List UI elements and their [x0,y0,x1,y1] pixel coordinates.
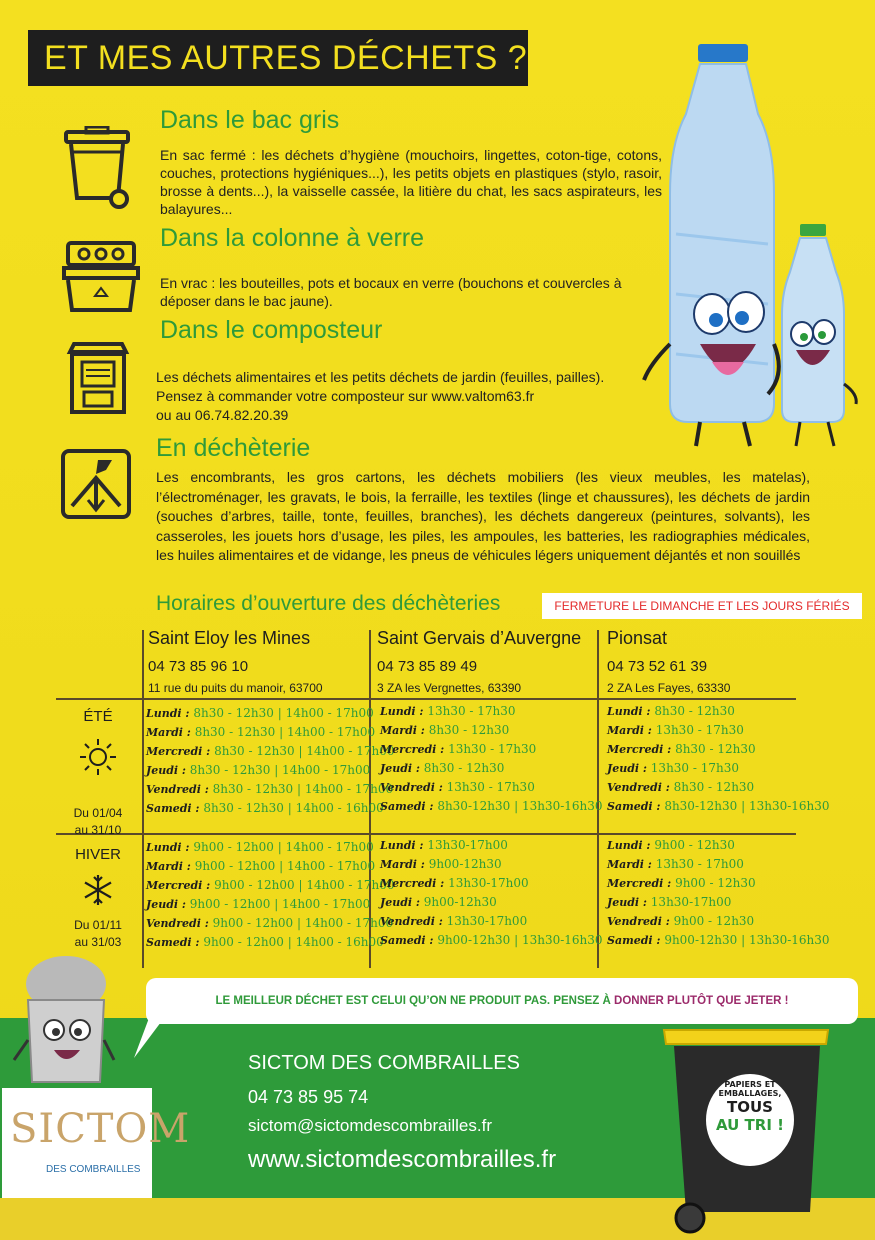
contact-email[interactable]: sictom@sictomdescombrailles.fr [248,1116,492,1135]
schedule-row [607,874,830,893]
schedule-day: Vendredi : [146,783,209,796]
schedule-day: Mardi : [380,858,425,871]
schedule-row [607,797,830,816]
schedule-row [607,702,830,721]
schedule-row [380,855,603,874]
schedule-row [607,778,830,797]
schedule-day: Mercredi : [607,743,672,756]
schedule-hours: 8h30 - 12h30 [673,780,755,794]
sictom-logo [2,1088,191,1206]
glass-container-icon [62,240,140,314]
schedule-day: Mardi : [380,724,425,737]
season-dates: Du 01/04 [73,806,123,820]
composter-icon [66,340,130,416]
schedule-row [380,702,603,721]
schedule-row [380,874,603,893]
table-divider [56,698,796,700]
snowflake-icon [81,873,115,907]
schedule-hours: 8h30 - 12h30 [654,704,735,718]
schedule-row [380,778,603,797]
schedule-row [146,780,395,799]
schedule-day: Jeudi : [380,762,420,775]
schedule-hours: 13h30-17h00 [448,876,529,890]
section-text-verre: En vrac : les bouteilles, pots et bocaux en verre (bouchons et couvercles à déposer dans le bac jaune). [160,275,622,309]
section-title-decheterie: En déchèterie [156,434,311,462]
location-name: Saint Eloy les Mines [148,628,311,648]
schedule-day: Samedi : [607,934,661,947]
section-text-decheterie: Les encombrants, les gros cartons, les déchets mobiliers (les vieux meubles, les matelas), l’électroménager, les gravats, le bois, la ferraille, les textiles (linge et chaussures), les déchets de jardin (souches d’arbres, taille, tonte, feuilles, branches), les déchets dangereux (peintures, solvants), les casseroles, les jouets hors d’usage, les piles, les ampoules, les batteries, les radiographies médicales, les huiles alimentaires et de vidange, les pneus de véhicules légers uniquement déjantés et non souillés [156,469,810,564]
schedule-day: Lundi : [146,707,190,720]
schedule-hours: 9h00 - 12h30 [673,914,755,928]
sun-icon [78,737,118,777]
bin-label-line4: AU TRI ! [716,1116,784,1134]
schedule-hours: 8h30-12h30 | 13h30-16h30 [437,799,603,813]
schedule-row [146,895,395,914]
schedule-day: Vendredi : [607,781,670,794]
schedule-day: Samedi : [380,800,434,813]
schedule-day: Mercredi : [607,877,672,890]
schedule-winter-pionsat [607,836,830,950]
schedule-hours: 8h30 - 12h30 [428,723,510,737]
section-text-composteur-2: Pensez à commander votre composteur sur www.valtom63.fr [156,388,535,404]
bin-label [706,1080,794,1134]
schedule-hours: 13h30 - 17h30 [446,780,535,794]
schedule-winter-saint-gervais [380,836,603,950]
location-name: Saint Gervais d’Auvergne [377,628,582,648]
bin-label-line3: TOUS [727,1098,773,1116]
schedule-row [146,857,395,876]
slogan-bubble [146,978,858,1024]
schedule-day: Samedi : [607,800,661,813]
schedule-row [146,933,395,952]
schedule-day: Samedi : [380,934,434,947]
location-name: Pionsat [607,628,668,648]
schedule-row [146,704,395,723]
yellow-bin-illustration [660,1022,832,1234]
schedule-hours: 9h00-12h30 | 13h30-16h30 [437,933,603,947]
section-text-composteur-3: ou au 06.74.82.20.39 [156,407,289,423]
schedule-day: Mardi : [146,860,191,873]
schedule-hours: 9h00 - 12h00 | 14h00 - 17h00 [212,916,394,930]
schedule-hours: 8h30 - 12h30 | 14h00 - 16h00 [203,801,384,815]
schedule-day: Lundi : [607,839,651,852]
schedule-day: Mardi : [607,858,652,871]
schedule-hours: 13h30 - 17h00 [655,857,744,871]
schedule-hours: 8h30 - 12h30 [423,761,505,775]
schedule-day: Samedi : [146,936,200,949]
schedule-hours: 8h30 - 12h30 | 14h00 - 17h00 [212,782,394,796]
season-name: HIVER [75,846,121,863]
section-text-composteur-1: Les déchets alimentaires et les petits déchets de jardin (feuilles, pailles). [156,369,605,385]
schedule-day: Vendredi : [380,915,443,928]
schedule-hours: 9h00 - 12h00 | 14h00 - 16h00 [203,935,384,949]
section-title-bac-gris: Dans le bac gris [160,106,340,134]
section-title-verre: Dans la colonne à verre [160,224,425,252]
schedule-row [380,740,603,759]
schedule-day: Mardi : [146,726,191,739]
schedule-row [607,912,830,931]
schedule-row [146,838,395,857]
section-title-composteur: Dans le composteur [160,316,383,344]
schedule-row [146,876,395,895]
season-dates: au 31/03 [74,935,122,949]
schedule-day: Vendredi : [380,781,443,794]
schedule-hours: 8h30 - 12h30 | 14h00 - 17h00 [193,706,374,720]
slogan-part2: PENSEZ À [553,995,611,1007]
schedule-hours: 8h30 - 12h30 [675,742,756,756]
schedule-row [607,855,830,874]
schedule-hours: 9h00 - 12h00 | 14h00 - 17h00 [214,878,395,892]
location-phone: 04 73 85 96 10 [148,658,249,675]
schedule-hours: 9h00-12h30 [428,857,502,871]
schedule-hours: 9h00-12h30 [423,895,497,909]
logo-main-text: SICTOM [10,1106,191,1152]
schedule-hours: 9h00 - 12h00 | 14h00 - 17h00 [189,897,371,911]
schedule-hours: 13h30-17h00 [446,914,528,928]
schedule-hours: 9h00 - 12h30 [654,838,735,852]
recycling-center-icon [60,448,132,520]
schedule-row [607,836,830,855]
schedule-row [607,759,830,778]
schedule-hours: 9h00 - 12h30 [675,876,756,890]
contact-phone[interactable]: 04 73 85 95 74 [248,1087,369,1107]
schedule-row [380,912,603,931]
schedule-row [607,931,830,950]
schedule-day: Mercredi : [146,879,211,892]
schedule-hours: 9h00 - 12h00 | 14h00 - 17h00 [193,840,374,854]
schedule-hours: 13h30-17h00 [650,895,732,909]
schedule-hours: 13h30 - 17h30 [655,723,744,737]
contact-website[interactable]: www.sictomdescombrailles.fr [248,1146,557,1173]
schedule-row [146,742,395,761]
table-divider [56,833,796,835]
schedule-day: Jeudi : [146,764,186,777]
schedule-hours: 13h30 - 17h30 [448,742,537,756]
schedule-day: Mardi : [607,724,652,737]
hours-title: Horaires d’ouverture des déchèteries [156,592,501,615]
schedule-hours: 9h00 - 12h00 | 14h00 - 17h00 [194,859,376,873]
schedule-hours: 8h30 - 12h30 | 14h00 - 17h00 [214,744,395,758]
schedule-row [146,761,395,780]
schedule-day: Lundi : [146,841,190,854]
schedule-row [607,740,830,759]
schedule-row [146,799,395,818]
schedule-row [146,723,395,742]
location-phone: 04 73 85 89 49 [377,658,478,675]
schedule-day: Lundi : [380,705,424,718]
section-text-bac-gris: En sac fermé : les déchets d’hygiène (mouchoirs, lingettes, coton-tige, cotons, couches, protections hygiéniques...), les petits objets en plastiques (stylo, rasoir, brosse à dents...), la vaisselle cassée, la litière du chat, les sacs aspirateurs, les balayures... [160,147,662,217]
location-address: 2 ZA Les Fayes, 63330 [607,681,731,695]
schedule-row [380,931,603,950]
season-name: ÉTÉ [83,708,113,725]
schedule-row [146,914,395,933]
schedule-day: Jeudi : [607,896,647,909]
slogan-part1: LE MEILLEUR DÉCHET EST CELUI QU’ON NE PRODUIT PAS. [215,995,551,1007]
schedule-day: Samedi : [146,802,200,815]
schedule-day: Mercredi : [146,745,211,758]
location-address: 11 rue du puits du manoir, 63700 [148,681,323,695]
schedule-day: Lundi : [607,705,651,718]
schedule-row [380,797,603,816]
schedule-row [607,893,830,912]
bin-label-line1: PAPIERS ET [724,1080,776,1089]
schedule-row [380,893,603,912]
schedule-row [607,721,830,740]
slogan-part3: DONNER PLUTÔT QUE JETER ! [614,995,789,1007]
schedule-day: Vendredi : [146,917,209,930]
page-title: ET MES AUTRES DÉCHETS ? [28,30,528,86]
location-address: 3 ZA les Vergnettes, 63390 [377,681,522,695]
schedule-day: Vendredi : [607,915,670,928]
schedule-hours: 13h30 - 17h30 [427,704,516,718]
location-phone: 04 73 52 61 39 [607,658,708,675]
closed-notice: FERMETURE LE DIMANCHE ET LES JOURS FÉRIÉS [542,593,862,619]
season-summer [58,708,138,839]
can-character-illustration [8,950,120,1090]
grey-bin-icon [62,126,132,210]
logo-sub-text: DES COMBRAILLES [46,1164,141,1175]
season-dates: Du 01/11 [74,918,122,932]
season-winter [58,846,138,951]
schedule-hours: 8h30 - 12h30 | 14h00 - 17h00 [189,763,371,777]
schedule-hours: 8h30 - 12h30 | 14h00 - 17h00 [194,725,376,739]
schedule-row [380,759,603,778]
schedule-row [380,721,603,740]
schedule-summer-pionsat [607,702,830,816]
schedule-day: Mercredi : [380,877,445,890]
bin-label-line2: EMBALLAGES, [718,1089,782,1098]
schedule-hours: 9h00-12h30 | 13h30-16h30 [664,933,830,947]
schedule-day: Mercredi : [380,743,445,756]
contact-name: SICTOM DES COMBRAILLES [248,1052,520,1074]
schedule-day: Jeudi : [380,896,420,909]
season-dates: au 31/10 [74,823,122,837]
schedule-day: Lundi : [380,839,424,852]
schedule-day: Jeudi : [607,762,647,775]
schedule-summer-saint-eloy [146,704,395,818]
schedule-hours: 8h30-12h30 | 13h30-16h30 [664,799,830,813]
schedule-hours: 13h30-17h00 [427,838,508,852]
schedule-day: Jeudi : [146,898,186,911]
schedule-hours: 13h30 - 17h30 [650,761,740,775]
schedule-row [380,836,603,855]
bottle-characters-illustration [640,44,865,454]
schedule-summer-saint-gervais [380,702,603,816]
schedule-winter-saint-eloy [146,838,395,952]
table-divider [142,630,144,968]
